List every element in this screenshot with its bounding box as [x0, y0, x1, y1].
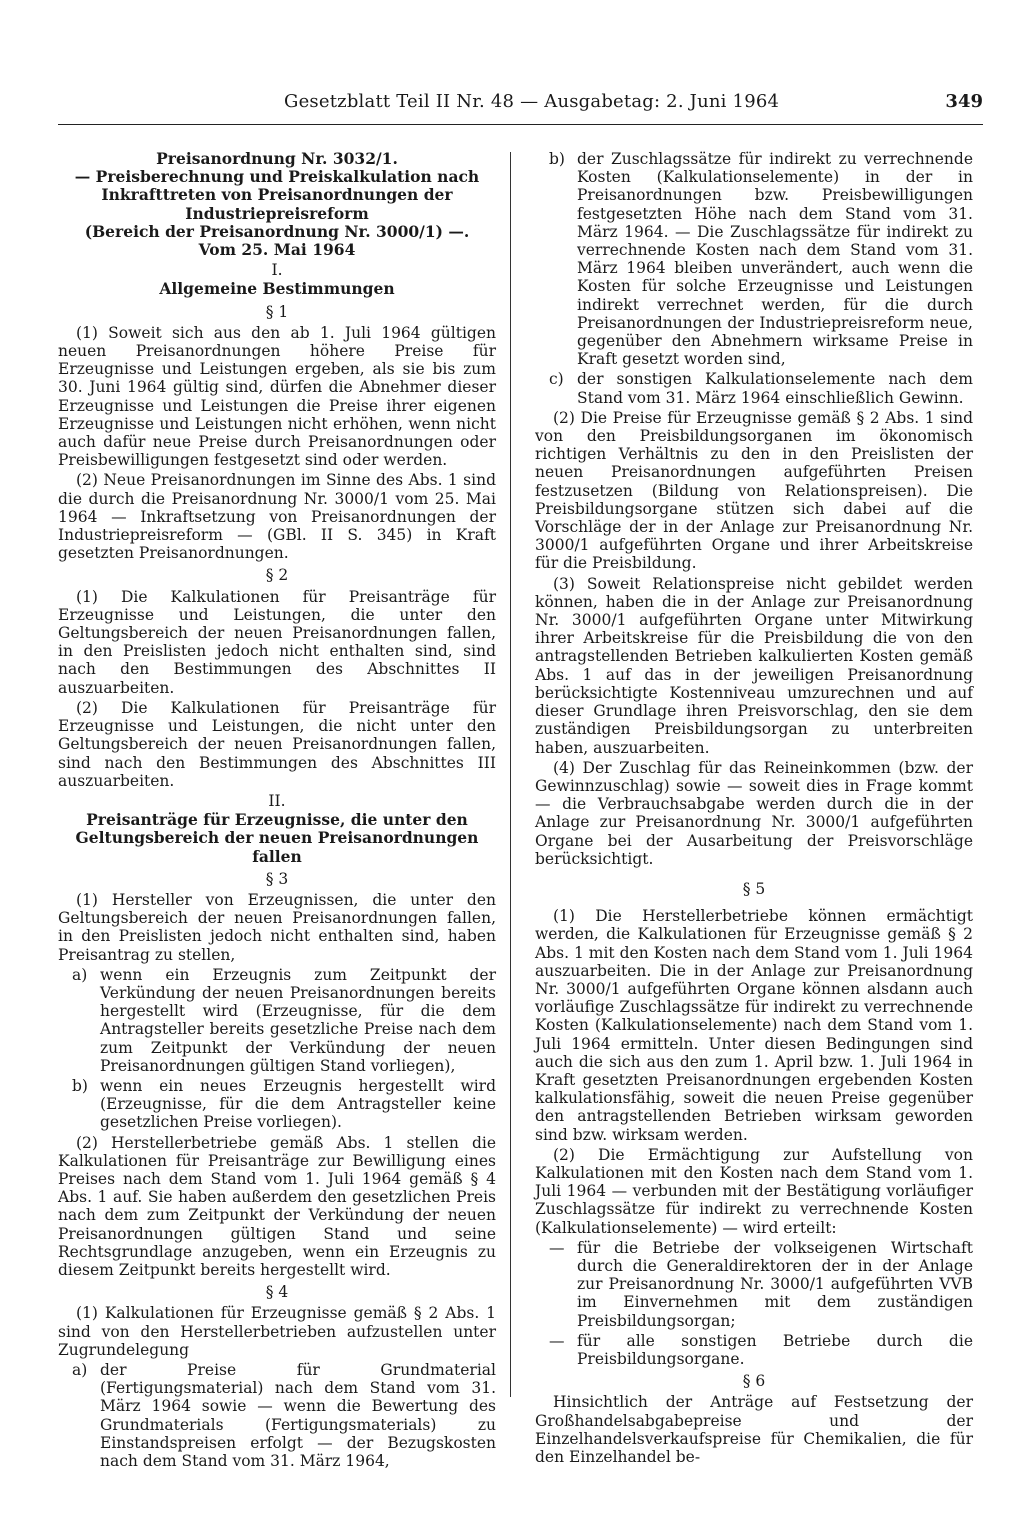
list-item [535, 150, 973, 368]
list-text: der Zuschlagssätze für indirekt zu verrechnende Kosten (Kalkulationselemente) in der in Preisanordnungen bzw. Preisbewilligungen festgesetzten Höhe nach dem Stand vom 31. März 1964. — Die Zuschlagssätze für indirekt zu verrechnende Kosten nach dem Stand vom 31. März 1964 bleiben unverändert, auch wenn die Kosten für solche Erzeugnisse und Leistungen indirekt verrechnet werden, für die durch Preisanordnungen der Industriepreisreform neue, gegenüber den Abnehmern wirksame Preise in Kraft gesetzt worden sind, [577, 150, 973, 369]
paragraph-sign-5: § 5 [742, 879, 766, 898]
paragraph-sign-1: § 1 [265, 302, 289, 321]
list-marker: a) [72, 965, 88, 984]
list-text: wenn ein neues Erzeugnis hergestellt wird (Erzeugnisse, für die dem Antragsteller keine gesetzlichen Preise vorliegen). [100, 1076, 496, 1132]
list-item [58, 1361, 496, 1470]
list-item [535, 370, 973, 406]
paragraph-3-2: (2) Herstellerbetriebe gemäß Abs. 1 stellen die Kalkulationen für Preisanträge zur Bewilligung eines Preises nach dem Stand vom 1. Juli 1964 gemäß § 4 Abs. 1 auf. Sie haben außerdem den gesetzlichen Preis nach dem zum Zeitpunkt der Verkündung der neuen Preisanordnungen gültigen Stand und seine Rechtsgrundlage anzugeben, wenn ein Erzeugnis zu diesem Zeitpunkt bereits hergestellt wird. [58, 1133, 496, 1279]
section-heading-2: Preisanträge für Erzeugnisse, die unter den Geltungsbereich der neuen Preisanordnungen fallen [75, 810, 479, 866]
page-number: 349 [945, 91, 983, 112]
header-title: Gesetzblatt Teil II Nr. 48 — Ausgabetag: 2. Juni 1964 [284, 91, 780, 112]
paragraph-1-2: (2) Neue Preisanordnungen im Sinne des Abs. 1 sind die durch die Preisanordnung Nr. 3000/1 vom 25. Mai 1964 — Inkraftsetzung von Preisanordnungen der Industriepreisreform — (GBl. II S. 345) in Kraft gesetzten Preisanordnungen. [58, 471, 496, 563]
paragraph-1-1: (1) Soweit sich aus den ab 1. Juli 1964 gültigen neuen Preisanordnungen höhere Preise für Erzeugnisse und Leistungen ergeben, als sie bis zum 30. Juni 1964 gültig sind, dürfen die Abnehmer dieser Erzeugnisse und Leistungen die Preise ihrer eigenen Erzeugnisse und Leistungen nicht erhöhen, wenn nicht auch dafür neue Preise durch Preisanordnungen oder Preisbewilligungen festgesetzt sind oder werden. [58, 323, 496, 470]
dash-marker: — [549, 1238, 565, 1257]
ordinance-date: Vom 25. Mai 1964 [198, 240, 356, 260]
list-text: der sonstigen Kalkulationselemente nach dem Stand vom 31. März 1964 einschließlich Gewinn. [577, 370, 973, 407]
list-item [58, 966, 496, 1075]
paragraph-sign-2: § 2 [265, 566, 289, 585]
paragraph-5-2: (2) Die Ermächtigung zur Aufstellung von Kalkulationen mit den Kosten nach dem Stand vom 1. Juli 1964 — verbunden mit der Bestätigung vorläufiger Zuschlagssätze für indirekt zu verrechnende Kosten (Kalkulationselemente) — wird erteilt: [535, 1145, 973, 1237]
ordinance-subtitle: — Preisberechnung und Preiskalkulation nach Inkrafttreten von Preisanordnungen der Industriepreisreform [74, 167, 480, 223]
page-header [58, 91, 983, 123]
paragraph-sign-4: § 4 [265, 1283, 289, 1302]
paragraph-sign-6: § 6 [742, 1372, 766, 1391]
paragraph-2-1: (1) Die Kalkulationen für Preisanträge für Erzeugnisse und Leistungen, die unter den Geltungsbereich der neuen Preisanordnungen fallen, in den Preislisten jedoch nicht enthalten sind, sind nach den Bestimmungen des Abschnittes II auszuarbeiten. [58, 587, 496, 697]
paragraph-sign-3: § 3 [265, 869, 289, 888]
list-marker: b) [549, 150, 565, 168]
paragraph-5-1: (1) Die Herstellerbetriebe können ermächtigt werden, die Kalkulationen für Erzeugnisse gemäß § 2 Abs. 1 mit den Kosten nach dem Stand vom 1. Juli 1964 auszuarbeiten. Die in der Anlage zur Preisanordnung Nr. 3000/1 aufgeführten Organe können alsdann auch vorläufige Zuschlagssätze für indirekt zu verrechnende Kosten (Kalkulationselemente) nach dem Stand vom 1. Juli 1964 ermitteln. Unter diesen Bedingungen sind auch die sich aus den zum 1. April bzw. 1. Juli 1964 in Kraft gesetzten Preisanordnungen ergebenden Kosten kalkulationsfähig, soweit die neuen Preise gegenüber den antragstellenden Betrieben wirksam geworden sind bzw. wirksam werden. [535, 907, 973, 1144]
left-column [58, 150, 496, 1472]
right-column [535, 150, 973, 1468]
header-rule [58, 124, 983, 125]
paragraph-4-4: (4) Der Zuschlag für das Reineinkommen (bzw. der Gewinnzuschlag) sowie — soweit dies in Frage kommt — die Verbrauchsabgabe werden durch die in der Anlage zur Preisanordnung Nr. 3000/1 aufgeführten Organe bei der Ausarbeitung der Preisvorschläge berücksichtigt. [535, 758, 973, 868]
list-marker: a) [72, 1361, 88, 1379]
list-marker: b) [72, 1076, 88, 1095]
dash-list-item [535, 1332, 973, 1368]
list-marker: c) [549, 370, 564, 389]
ordinance-title: Preisanordnung Nr. 3032/1. [156, 149, 398, 168]
dash-text: für alle sonstigen Betriebe durch die Preisbildungsorgane. [577, 1331, 973, 1368]
paragraph-6-1: Hinsichtlich der Anträge auf Festsetzung der Großhandelsabgabepreise und der Einzelhandelsverkaufspreise für Chemikalien, die für den Einzelhandel be- [535, 1393, 973, 1467]
paragraph-4-3: (3) Soweit Relationspreise nicht gebildet werden können, haben die in der Anlage zur Preisanordnung Nr. 3000/1 aufgeführten Organe unter Mitwirkung ihrer Arbeitskreise für die Preisbildung die von den antragstellenden Betrieben kalkulierten Kosten gemäß Abs. 1 auf das in der jeweiligen Preisanordnung berücksichtigte Kostenniveau umzurechnen und auf dieser Grundlage ihren Preisvorschlag, den sie dem zuständigen Preisbildungsorgan zu unterbreiten haben, auszuarbeiten. [535, 574, 973, 757]
ordinance-scope: (Bereich der Preisanordnung Nr. 3000/1) —. [84, 221, 470, 241]
column-divider [510, 152, 511, 1397]
section-number-2: II. [268, 791, 286, 810]
dash-list-item [535, 1239, 973, 1330]
list-text: der Preise für Grundmaterial (Fertigungsmaterial) nach dem Stand vom 31. März 1964 sowie — wenn die Bewertung des Grundmaterials (Fertigungsmaterials) zu Einstandspreisen erfolgt — der Bezugskosten nach dem Stand vom 31. März 1964, [100, 1361, 496, 1471]
paragraph-4-1: (1) Kalkulationen für Erzeugnisse gemäß § 2 Abs. 1 sind von den Herstellerbetrieben aufzustellen unter Zugrundelegung [58, 1304, 496, 1359]
list-item [58, 1077, 496, 1132]
paragraph-4-2: (2) Die Preise für Erzeugnisse gemäß § 2 Abs. 1 sind von den Preisbildungsorganen im ökonomisch richtigen Verhältnis zu den in den Preislisten der neuen Preisanordnungen aufgeführten Preisen festzusetzen (Bildung von Relationspreisen). Die Preisbildungsorgane stützen sich dabei auf die Vorschläge der in der Anlage zur Preisanordnung Nr. 3000/1 aufgeführten Organe und ihrer Arbeitskreise für die Preisbildung. [535, 408, 973, 573]
section-heading-1: Allgemeine Bestimmungen [159, 279, 395, 299]
section-number-1: I. [271, 261, 283, 280]
list-text: wenn ein Erzeugnis zum Zeitpunkt der Verkündung der neuen Preisanordnungen bereits hergestellt wird (Erzeugnisse, für die dem Antragsteller bereits gesetzliche Preise nach dem zum Zeitpunkt der Verkündung der neuen Preisanordnungen gültigen Stand vorliegen), [100, 965, 496, 1075]
paragraph-3-1: (1) Hersteller von Erzeugnissen, die unter den Geltungsbereich der neuen Preisanordnungen fallen, in den Preislisten jedoch nicht enthalten sind, haben Preisantrag zu stellen, [58, 890, 496, 964]
dash-marker: — [549, 1331, 565, 1350]
dash-text: für die Betriebe der volkseigenen Wirtschaft durch die Generaldirektoren der in der Anlage zur Preisanordnung Nr. 3000/1 aufgeführten VVB im Einvernehmen mit dem zuständigen Preisbildungsorgan; [577, 1238, 973, 1330]
paragraph-2-2: (2) Die Kalkulationen für Preisanträge für Erzeugnisse und Leistungen, die nicht unter den Geltungsbereich der neuen Preisanordnungen fallen, sind nach den Bestimmungen des Abschnittes III auszuarbeiten. [58, 698, 496, 790]
